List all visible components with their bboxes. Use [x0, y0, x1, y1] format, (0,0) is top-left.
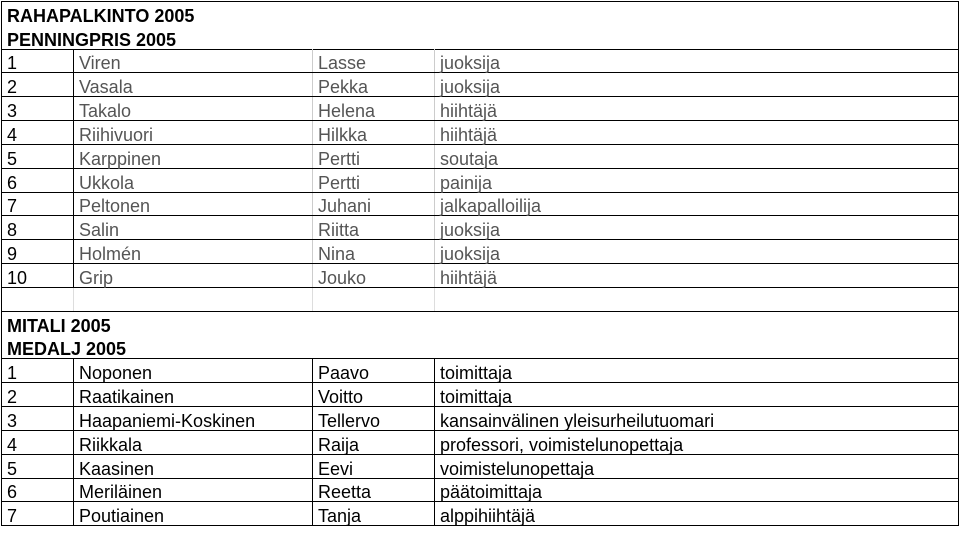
surname-cell: Grip: [74, 264, 313, 288]
rank-cell: 3: [2, 407, 74, 431]
awards-table-body: [2, 2, 959, 526]
empty-cell: [435, 287, 959, 311]
section1-title-sv-row: [2, 25, 959, 49]
rank-cell: 7: [2, 502, 74, 526]
firstname-cell: Paavo: [313, 359, 435, 383]
rank-cell: 1: [2, 49, 74, 73]
surname-cell: Takalo: [74, 97, 313, 121]
surname-cell: Raatikainen: [74, 383, 313, 407]
firstname-cell: Pertti: [313, 144, 435, 168]
surname-cell: Karppinen: [74, 144, 313, 168]
rank-cell: 7: [2, 192, 74, 216]
surname-cell: Salin: [74, 216, 313, 240]
role-cell: alppihiihtäjä: [435, 502, 959, 526]
table-row: [2, 359, 959, 383]
firstname-cell: Voitto: [313, 383, 435, 407]
spacer-row: [2, 287, 959, 311]
role-cell: toimittaja: [435, 383, 959, 407]
awards-table: [1, 1, 959, 526]
surname-cell: Haapaniemi-Koskinen: [74, 407, 313, 431]
firstname-cell: Pekka: [313, 73, 435, 97]
role-cell: hiihtäjä: [435, 121, 959, 145]
rank-cell: 3: [2, 97, 74, 121]
firstname-cell: Pertti: [313, 168, 435, 192]
role-cell: toimittaja: [435, 359, 959, 383]
firstname-cell: Riitta: [313, 216, 435, 240]
role-cell: juoksija: [435, 73, 959, 97]
rank-cell: 8: [2, 216, 74, 240]
firstname-cell: Lasse: [313, 49, 435, 73]
rank-cell: 4: [2, 121, 74, 145]
table-row: [2, 407, 959, 431]
table-row: [2, 192, 959, 216]
firstname-cell: Helena: [313, 97, 435, 121]
section2-title-sv-row: [2, 335, 959, 359]
role-cell: juoksija: [435, 240, 959, 264]
firstname-cell: Jouko: [313, 264, 435, 288]
table-row: [2, 430, 959, 454]
firstname-cell: Tanja: [313, 502, 435, 526]
surname-cell: Riikkala: [74, 430, 313, 454]
table-row: [2, 264, 959, 288]
role-cell: hiihtäjä: [435, 264, 959, 288]
table-row: [2, 454, 959, 478]
surname-cell: Riihivuori: [74, 121, 313, 145]
role-cell: kansainvälinen yleisurheilutuomari: [435, 407, 959, 431]
rank-cell: 5: [2, 144, 74, 168]
empty-cell: [2, 287, 74, 311]
role-cell: painija: [435, 168, 959, 192]
rank-cell: 2: [2, 73, 74, 97]
rank-cell: 1: [2, 359, 74, 383]
rank-cell: 2: [2, 383, 74, 407]
section2-title-fi-row: [2, 311, 959, 335]
section1-title-fi-row: [2, 2, 959, 26]
role-cell: juoksija: [435, 49, 959, 73]
role-cell: jalkapalloilija: [435, 192, 959, 216]
surname-cell: Holmén: [74, 240, 313, 264]
surname-cell: Poutiainen: [74, 502, 313, 526]
firstname-cell: Reetta: [313, 478, 435, 502]
section1-title-fi: RAHAPALKINTO 2005: [2, 2, 959, 26]
table-row: [2, 502, 959, 526]
table-row: [2, 97, 959, 121]
firstname-cell: Eevi: [313, 454, 435, 478]
role-cell: professori, voimistelunopettaja: [435, 430, 959, 454]
table-row: [2, 383, 959, 407]
firstname-cell: Tellervo: [313, 407, 435, 431]
table-row: [2, 240, 959, 264]
firstname-cell: Nina: [313, 240, 435, 264]
role-cell: soutaja: [435, 144, 959, 168]
rank-cell: 6: [2, 478, 74, 502]
surname-cell: Kaasinen: [74, 454, 313, 478]
firstname-cell: Hilkka: [313, 121, 435, 145]
table-row: [2, 73, 959, 97]
table-row: [2, 144, 959, 168]
role-cell: päätoimittaja: [435, 478, 959, 502]
role-cell: hiihtäjä: [435, 97, 959, 121]
section2-title-sv: MEDALJ 2005: [2, 335, 959, 359]
surname-cell: Meriläinen: [74, 478, 313, 502]
surname-cell: Vasala: [74, 73, 313, 97]
rank-cell: 10: [2, 264, 74, 288]
section1-title-sv: PENNINGPRIS 2005: [2, 25, 959, 49]
surname-cell: Viren: [74, 49, 313, 73]
surname-cell: Noponen: [74, 359, 313, 383]
rank-cell: 6: [2, 168, 74, 192]
empty-cell: [74, 287, 313, 311]
rank-cell: 4: [2, 430, 74, 454]
surname-cell: Ukkola: [74, 168, 313, 192]
firstname-cell: Raija: [313, 430, 435, 454]
rank-cell: 9: [2, 240, 74, 264]
table-row: [2, 478, 959, 502]
empty-cell: [313, 287, 435, 311]
firstname-cell: Juhani: [313, 192, 435, 216]
table-row: [2, 168, 959, 192]
rank-cell: 5: [2, 454, 74, 478]
table-row: [2, 49, 959, 73]
section2-title-fi: MITALI 2005: [2, 311, 959, 335]
table-row: [2, 216, 959, 240]
table-row: [2, 121, 959, 145]
surname-cell: Peltonen: [74, 192, 313, 216]
role-cell: juoksija: [435, 216, 959, 240]
role-cell: voimistelunopettaja: [435, 454, 959, 478]
